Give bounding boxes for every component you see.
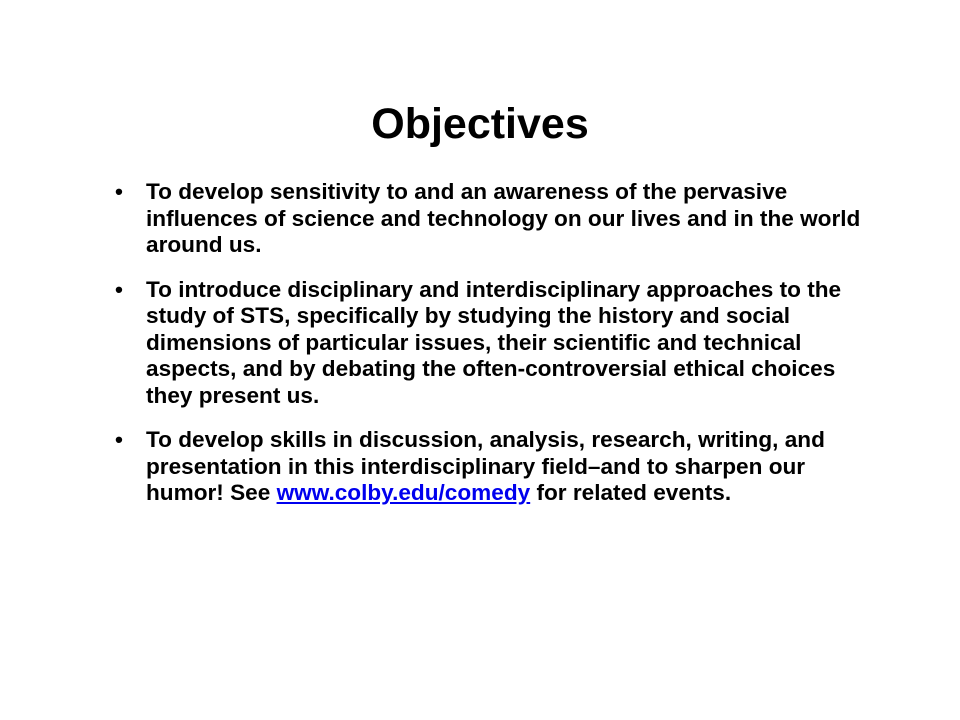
objectives-list [115, 179, 875, 525]
bullet-text-before-link: To develop skills in discussion, analysis, research, writing, and presentation in this interdisciplinary field–and to sharpen our humor! See [146, 427, 825, 505]
bullet-dot-icon: • [115, 179, 123, 204]
bullet-text: To introduce disciplinary and interdisciplinary approaches to the study of STS, specifically by studying the history and social dimensions of particular issues, their scientific and technical aspects, and by debating the often-controversial ethical choices they present us. [146, 276, 842, 408]
comedy-website-link[interactable]: www.colby.edu/comedy [276, 480, 531, 505]
bullet-item [115, 427, 875, 507]
bullet-dot-icon: • [115, 427, 123, 452]
bullet-text: To develop sensitivity to and an awareness of the pervasive influences of science and technology on our lives and in the world around us. [146, 179, 861, 257]
bullet-text-after-link: for related events. [530, 480, 732, 505]
bullet-item [115, 277, 875, 410]
bullet-dot-icon: • [115, 276, 123, 302]
bullet-item [115, 179, 875, 259]
slide-title: Objectives [371, 100, 589, 148]
